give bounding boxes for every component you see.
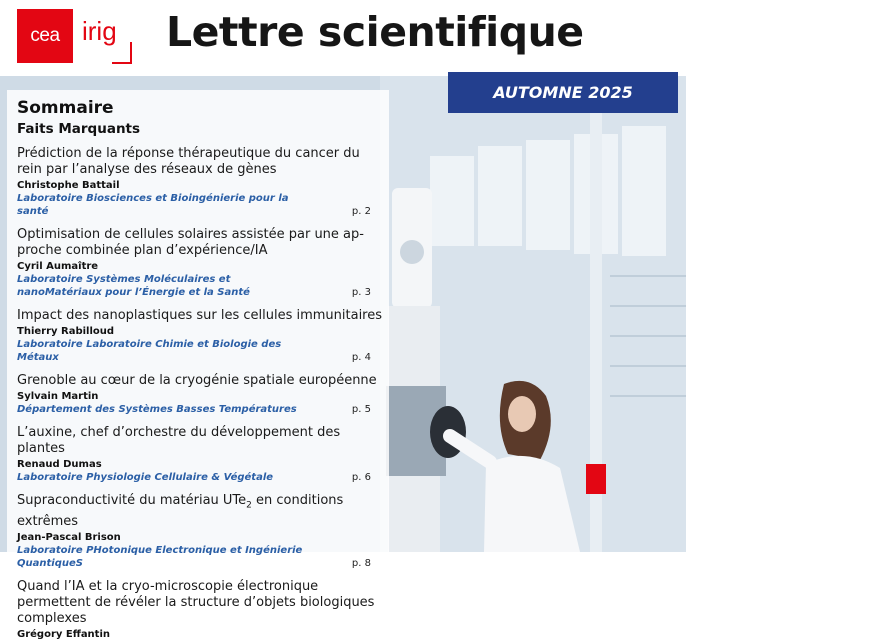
toc-entry-title-end: en conditions extrêmes [17,493,344,529]
toc-entry[interactable] [17,425,389,484]
toc-entry-title-main: Supraconductivité du matériau UTe [17,493,247,508]
toc-entry-lab: Laboratoire PHotonique Electronique et Ingénierie QuantiqueS [17,544,303,569]
toc-entry-lab: Laboratoire Biosciences et Bioingénierie pour la santé [17,193,289,217]
cea-logo-text: cea [30,25,60,46]
toc-entry[interactable] [17,579,389,641]
toc-entry-lab: Laboratoire Laboratoire Chimie et Biologie des Métaux [17,339,282,363]
toc-entry-author: Sylvain Martin [17,391,99,402]
table-of-contents [7,90,389,640]
toc-entry-author: Christophe Battail [17,180,120,191]
toc-entry[interactable] [17,146,389,218]
toc-entry-title[interactable]: Grenoble au cœur de la cryogénie spatiale européenne [17,373,377,388]
toc-entry-title[interactable]: Optimisation de cellules solaires assistée par une ap-proche combinée plan d’expérience/IA [17,227,364,258]
season-banner [448,72,678,113]
toc-entry-page: p. 3 [351,287,371,298]
toc-entry-author: Cyril Aumaître [17,261,99,272]
toc-entry-title[interactable]: L’auxine, chef d’orchestre du développement des plantes [17,425,341,456]
toc-entry-title[interactable]: Impact des nanoplastiques sur les cellules immunitaires [17,308,383,323]
toc-entry-title[interactable]: Quand l’IA et la cryo-microscopie électronique permettent de révéler la structure d’objets biologiques complexes [17,578,375,626]
irig-logo [80,10,134,64]
toc-entry-lab: Laboratoire Physiologie Cellulaire & Végétale [17,472,274,483]
toc-entry-author: Jean-Pascal Brison [17,531,121,543]
toc-entry-page: p. 5 [351,404,371,415]
toc-entry-author: Thierry Rabilloud [17,326,115,337]
toc-entry-lab: Laboratoire Systèmes Moléculaires et nanoMatériaux pour l’Énergie et la Santé [17,274,250,298]
toc-entry[interactable] [17,373,389,416]
toc-section-heading: Faits Marquants [17,121,141,137]
toc-entry-title[interactable]: Prédiction de la réponse thérapeutique du cancer du rein par l’analyse des réseaux de gènes [17,146,360,177]
toc-entry-title[interactable] [17,493,385,530]
toc-entry-page: p. 8 [351,557,371,569]
irig-logo-bracket-horizontal [112,62,132,64]
toc-entry[interactable] [17,308,389,364]
toc-entry-author: Grégory Effantin [17,628,111,640]
toc-entry-page: p. 2 [351,206,371,217]
irig-logo-text: irig [82,16,117,46]
toc-heading: Sommaire [17,98,114,118]
toc-entry-title-subscript: 2 [246,500,252,511]
toc-entry-lab: Département des Systèmes Basses Températures [17,404,297,415]
toc-entry[interactable] [17,493,389,570]
toc-entry[interactable] [17,227,389,299]
toc-entry-page: p. 4 [351,352,371,363]
toc-entry-author: Renaud Dumas [17,459,102,470]
irig-logo-bracket-vertical [130,42,132,64]
season-label: AUTOMNE 2025 [493,83,633,102]
cea-logo [17,9,73,63]
page-title: Lettre scientifique [166,8,584,56]
toc-entry-page: p. 6 [351,472,371,483]
